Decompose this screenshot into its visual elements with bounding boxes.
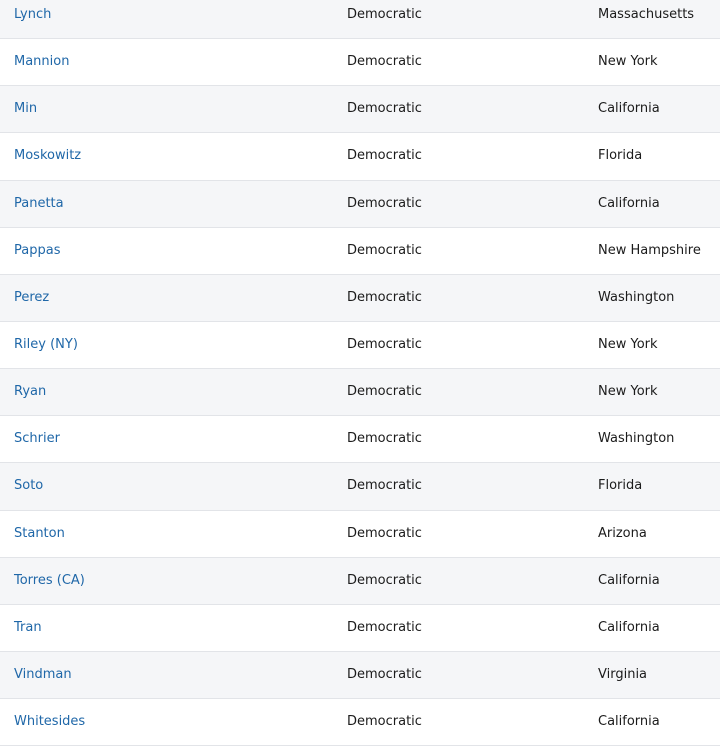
member-state: Massachusetts xyxy=(598,7,695,23)
table-row xyxy=(0,181,720,228)
member-name-link[interactable]: Soto xyxy=(14,478,44,494)
member-party: Democratic xyxy=(347,101,422,117)
member-state: New York xyxy=(598,384,658,400)
member-name-link[interactable]: Schrier xyxy=(14,431,60,447)
table-row xyxy=(0,0,720,39)
member-party: Democratic xyxy=(347,148,422,164)
member-state: Florida xyxy=(598,478,643,494)
member-name-link[interactable]: Moskowitz xyxy=(14,148,82,164)
member-state: Florida xyxy=(598,148,643,164)
member-name-link[interactable]: Ryan xyxy=(14,384,47,400)
member-state: Washington xyxy=(598,289,675,305)
member-party: Democratic xyxy=(347,714,422,730)
member-party: Democratic xyxy=(347,54,422,70)
member-state: California xyxy=(598,195,660,211)
member-name-link[interactable]: Whitesides xyxy=(14,714,86,730)
member-party: Democratic xyxy=(347,289,422,305)
member-party: Democratic xyxy=(347,525,422,541)
table-row xyxy=(0,652,720,699)
member-name-link[interactable]: Vindman xyxy=(14,667,72,683)
member-name-link[interactable]: Tran xyxy=(14,619,42,635)
table-row xyxy=(0,322,720,369)
table-row xyxy=(0,133,720,180)
member-party: Democratic xyxy=(347,431,422,447)
table-row xyxy=(0,511,720,558)
member-party: Democratic xyxy=(347,619,422,635)
table-row xyxy=(0,39,720,86)
member-state: Arizona xyxy=(598,525,647,541)
member-party: Democratic xyxy=(347,667,422,683)
table-row xyxy=(0,558,720,605)
member-name-link[interactable]: Torres (CA) xyxy=(14,572,85,588)
table-row xyxy=(0,416,720,463)
table-row xyxy=(0,463,720,510)
member-name-link[interactable]: Panetta xyxy=(14,195,64,211)
table-row xyxy=(0,605,720,652)
member-name-link[interactable]: Stanton xyxy=(14,525,65,541)
member-party: Democratic xyxy=(347,384,422,400)
member-name-link[interactable]: Riley (NY) xyxy=(14,337,78,353)
member-state: New Hampshire xyxy=(598,242,701,258)
member-party: Democratic xyxy=(347,7,422,23)
member-state: New York xyxy=(598,54,658,70)
member-state: California xyxy=(598,714,660,730)
table-row xyxy=(0,275,720,322)
member-party: Democratic xyxy=(347,572,422,588)
member-name-link[interactable]: Lynch xyxy=(14,7,52,23)
member-party: Democratic xyxy=(347,195,422,211)
member-name-link[interactable]: Min xyxy=(14,101,38,117)
member-party: Democratic xyxy=(347,478,422,494)
member-name-link[interactable]: Perez xyxy=(14,289,50,305)
member-state: California xyxy=(598,572,660,588)
table-row xyxy=(0,86,720,133)
table-row xyxy=(0,699,720,746)
member-name-link[interactable]: Pappas xyxy=(14,242,61,258)
member-state: New York xyxy=(598,337,658,353)
table-row xyxy=(0,228,720,275)
member-name-link[interactable]: Mannion xyxy=(14,54,70,70)
member-party: Democratic xyxy=(347,242,422,258)
member-state: Virginia xyxy=(598,667,648,683)
member-state: California xyxy=(598,101,660,117)
table-row xyxy=(0,369,720,416)
member-state: Washington xyxy=(598,431,675,447)
member-state: California xyxy=(598,619,660,635)
member-party: Democratic xyxy=(347,337,422,353)
